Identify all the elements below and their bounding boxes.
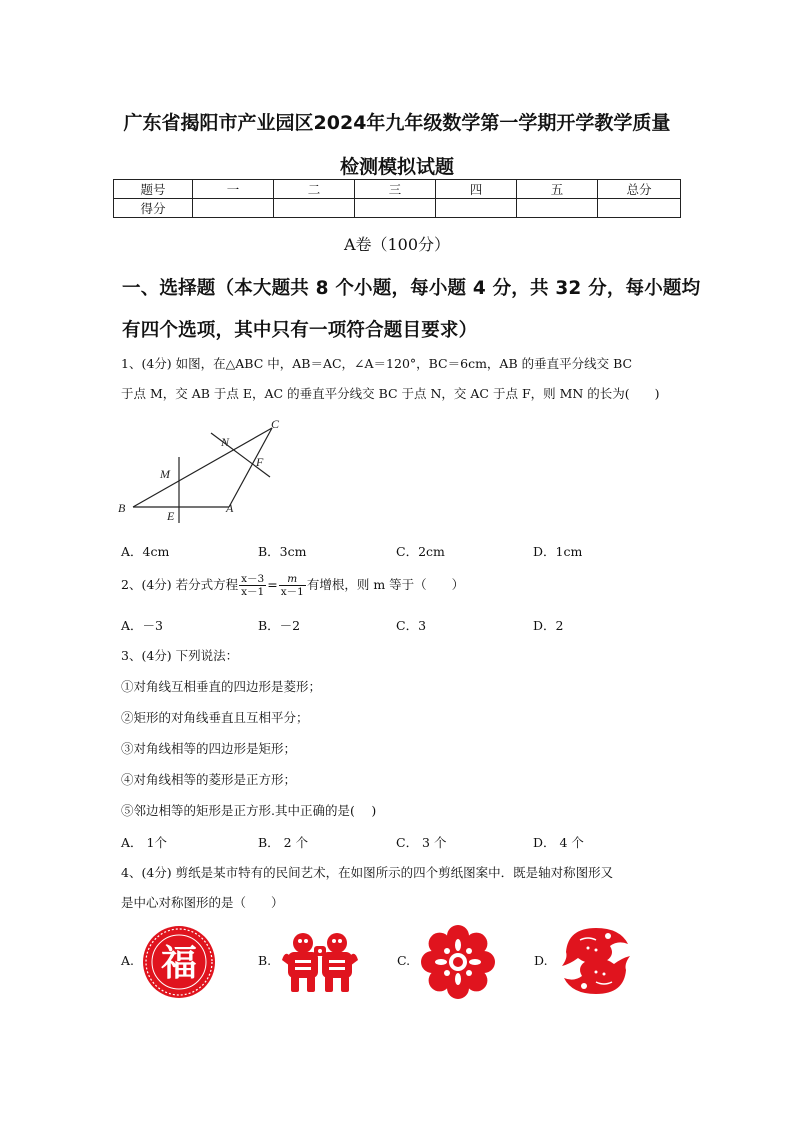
table-cell: 一 <box>193 180 274 199</box>
q3-item-1: ①对角线互相垂直的四边形是菱形； <box>121 679 322 694</box>
score-input-cell[interactable] <box>517 199 598 218</box>
section1-heading-line1: 一、选择题（本大题共 8 个小题，每小题 4 分，共 32 分，每小题均 <box>122 278 701 299</box>
q3-item-5: ⑤邻边相等的矩形是正方形.其中正确的是( ) <box>121 803 377 818</box>
fu-character: 福 <box>160 943 198 984</box>
score-input-cell[interactable] <box>598 199 681 218</box>
label-B: B <box>118 501 126 515</box>
q4-option-b-label[interactable]: B. <box>258 953 272 968</box>
fraction-2-numerator: m <box>279 573 306 586</box>
label-M: M <box>160 467 170 481</box>
fraction-1-denominator: x－1 <box>241 586 265 598</box>
fraction-2 <box>279 573 306 598</box>
table-cell: 二 <box>274 180 355 199</box>
q4-option-a-label[interactable]: A. <box>121 953 135 968</box>
fraction-1-numerator: x－3 <box>241 573 265 585</box>
table-cell: 五 <box>517 180 598 199</box>
fraction-1 <box>239 573 266 598</box>
score-input-cell[interactable] <box>193 199 274 218</box>
q3-option-b[interactable]: B． 2 个 <box>258 835 309 850</box>
paper-cut-flower-icon[interactable] <box>421 925 495 999</box>
q2-prefix: 2、(4分) 若分式方程 <box>121 577 239 592</box>
q4-stem-line1: 4、(4分) 剪纸是某市特有的民间艺术，在如图所示的四个剪纸图案中．既是轴对称图形又 <box>121 865 614 880</box>
q2-option-b[interactable]: B．－2 <box>258 618 301 633</box>
q2-stem <box>121 573 464 598</box>
q1-option-c[interactable]: C．2cm <box>396 544 445 559</box>
q3-item-4: ④对角线相等的菱形是正方形； <box>121 772 297 787</box>
paper-cut-twins-icon[interactable] <box>281 930 359 996</box>
score-table <box>113 179 681 218</box>
label-E: E <box>167 509 175 523</box>
q4-option-d-label[interactable]: D. <box>534 953 548 968</box>
q3-stem: 3、(4分) 下列说法： <box>121 648 239 663</box>
q2-option-d[interactable]: D．2 <box>533 618 564 633</box>
q3-item-2: ②矩形的对角线垂直且互相平分； <box>121 710 309 725</box>
table-cell: 总分 <box>598 180 681 199</box>
paper-cut-fish-icon[interactable] <box>558 922 634 1000</box>
q3-item-3: ③对角线相等的四边形是矩形； <box>121 741 297 756</box>
score-input-cell[interactable] <box>355 199 436 218</box>
q1-stem-line1: 1、(4分) 如图，在△ABC 中，AB＝AC，∠A＝120°，BC＝6cm，AB 的垂直平分线交 BC <box>121 356 633 371</box>
label-C: C <box>271 417 280 431</box>
table-cell: 三 <box>355 180 436 199</box>
q1-option-d[interactable]: D．1cm <box>533 544 583 559</box>
q2-option-c[interactable]: C．3 <box>396 618 427 633</box>
score-table-header-row <box>114 180 681 199</box>
label-F: F <box>256 455 264 469</box>
score-table-score-row <box>114 199 681 218</box>
section1-heading-line2: 有四个选项，其中只有一项符合题目要求） <box>122 320 478 341</box>
fraction-2-denominator: x－1 <box>280 586 304 598</box>
triangle-figure <box>115 415 295 525</box>
paper-cut-fu-icon[interactable] <box>141 924 217 1000</box>
label-A: A <box>226 501 234 515</box>
score-input-cell[interactable] <box>274 199 355 218</box>
table-cell: 四 <box>436 180 517 199</box>
q2-option-a[interactable]: A．－3 <box>121 618 163 633</box>
q1-stem-line2: 于点 M，交 AB 于点 E，AC 的垂直平分线交 BC 于点 N，交 AC 于点 F，则 MN 的长为( ) <box>121 386 660 401</box>
title-line-2: 检测模拟试题 <box>339 156 454 178</box>
q1-option-b[interactable]: B．3cm <box>258 544 307 559</box>
table-cell: 得分 <box>114 199 193 218</box>
q2-suffix: 有增根，则 m 等于（ ） <box>306 577 465 592</box>
q3-option-a[interactable]: A． 1个 <box>121 835 167 850</box>
q3-option-d[interactable]: D． 4 个 <box>533 835 584 850</box>
q4-option-c-label[interactable]: C. <box>397 953 411 968</box>
equals-sign: = <box>267 577 278 592</box>
q3-option-c[interactable]: C． 3 个 <box>396 835 447 850</box>
table-cell: 题号 <box>114 180 193 199</box>
score-input-cell[interactable] <box>436 199 517 218</box>
q1-option-a[interactable]: A．4cm <box>121 544 170 559</box>
label-N: N <box>221 435 230 449</box>
title-line-1: 广东省揭阳市产业园区2024年九年级数学第一学期开学教学质量 <box>123 112 671 134</box>
section-a-heading: A卷（100分） <box>343 235 451 254</box>
q4-stem-line2: 是中心对称图形的是（ ） <box>121 895 284 910</box>
